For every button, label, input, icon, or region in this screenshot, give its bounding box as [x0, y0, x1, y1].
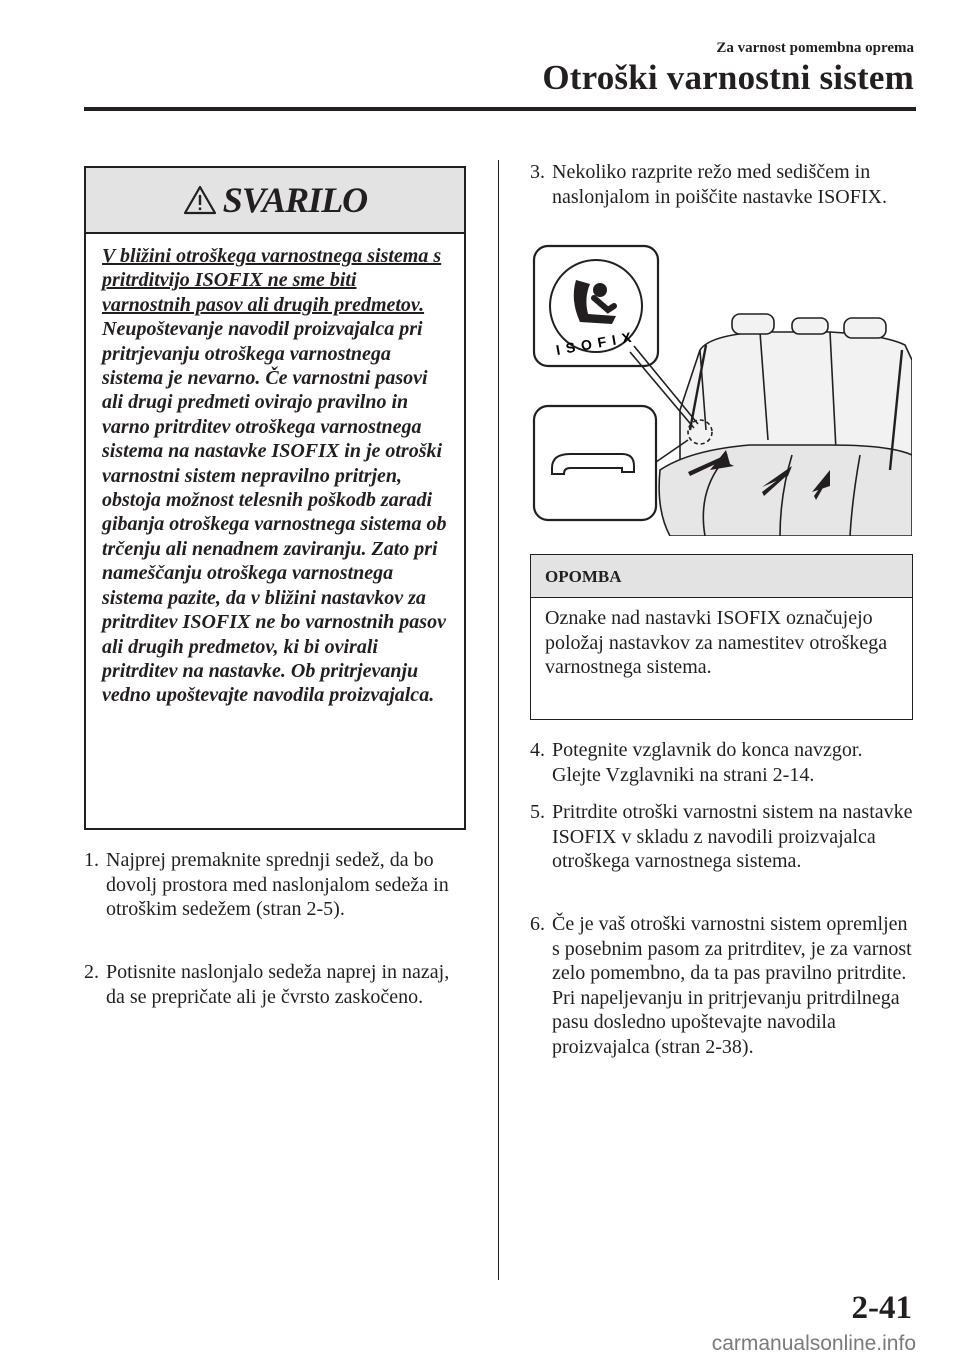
- isofix-child-seat-icon: [550, 260, 642, 358]
- warning-title: SVARILO: [222, 180, 368, 220]
- step-number: 3.: [530, 161, 545, 183]
- warning-triangle-icon: [183, 185, 217, 215]
- footer-watermark: carmanualsonline.info: [711, 1332, 916, 1355]
- step-number: 5.: [530, 801, 545, 823]
- column-divider: [498, 160, 499, 1280]
- note-title: OPOMBA: [531, 555, 912, 598]
- step-text: Potegnite vzglavnik do konca navzgor. Glejte Vzglavniki na strani 2-14.: [552, 739, 863, 786]
- step-6: [530, 912, 914, 1059]
- header-rule: [84, 107, 916, 111]
- page-title: Otroški varnostni sistem: [542, 58, 914, 97]
- rear-seat-illustration: [659, 314, 912, 536]
- isofix-label: ISOFIX: [554, 327, 639, 358]
- note-body: Oznake nad nastavki ISOFIX označujejo položaj nastavkov za namestitev otroškega varnostnega sistema.: [545, 607, 888, 678]
- step-text: Nekoliko razprite režo med sediščem in naslonjalom in poiščite nastavke ISOFIX.: [552, 161, 887, 208]
- step-text: Najprej premaknite sprednji sedež, da bo dovolj prostora med naslonjalom sedeža in otroškim sedežem (stran 2-5).: [106, 849, 449, 920]
- warning-body: [86, 234, 464, 708]
- warning-emphasis: V bližini otroškega varnostnega sistema s pritrditvijo ISOFIX ne sme biti varnostnih pasov ali drugih predmetov.: [102, 245, 442, 316]
- page-number: 2-41: [851, 1290, 912, 1326]
- step-number: 6.: [530, 913, 545, 935]
- step-5: [530, 800, 914, 874]
- step-text: Pritrdite otroški varnostni sistem na nastavke ISOFIX v skladu z navodili proizvajalca otroškega varnostnega sistema.: [552, 801, 913, 872]
- section-label: Za varnost pomembna oprema: [716, 40, 914, 56]
- step-number: 2.: [84, 961, 99, 983]
- warning-box: [84, 166, 466, 830]
- step-text: Če je vaš otroški varnostni sistem opremljen s posebnim pasom za pritrditev, je za varnost zelo pomembno, da ta pas pravilno pritrdite. Pri napeljevanju in pritrjevanju pritrdilnega pasu dosledno upoštevajte navodila proizvajalca (stran 2-38).: [552, 913, 912, 1058]
- step-1: [84, 848, 468, 922]
- step-number: 4.: [530, 739, 545, 761]
- step-4: [530, 738, 914, 787]
- step-number: 1.: [84, 849, 99, 871]
- warning-text: Neupoštevanje navodil proizvajalca pri pritrjevanju otroškega varnostnega sistema je nevarno. Če varnostni pasovi ali drugi predmeti ovirajo pravilno in varno pritrditev otroškega varnostnega sistema na nastavke ISOFIX in je otroški varnostni sistem nepravilno pritrjen, obstoja možnost telesnih poškodb zaradi gibanja otroškega varnostnega sistema ob trčenju ali nenadnem zaviranju. Zato pri nameščanju otroškega varnostnega sistema pazite, da v bližini nastavkov za pritrditev ISOFIX ne bo varnostnih pasov ali drugih predmetov, ki bi ovirali pritrditev na nastavke. Ob pritrjevanju vedno upoštevajte navodila proizvajalca.: [102, 318, 447, 707]
- isofix-figure: [530, 240, 912, 536]
- warning-header: [86, 168, 464, 234]
- step-3: [530, 160, 914, 209]
- note-box: [530, 554, 913, 720]
- step-2: [84, 960, 468, 1009]
- step-text: Potisnite naslonjalo sedeža naprej in nazaj, da se prepričate ali je čvrsto zaskočeno.: [106, 961, 450, 1008]
